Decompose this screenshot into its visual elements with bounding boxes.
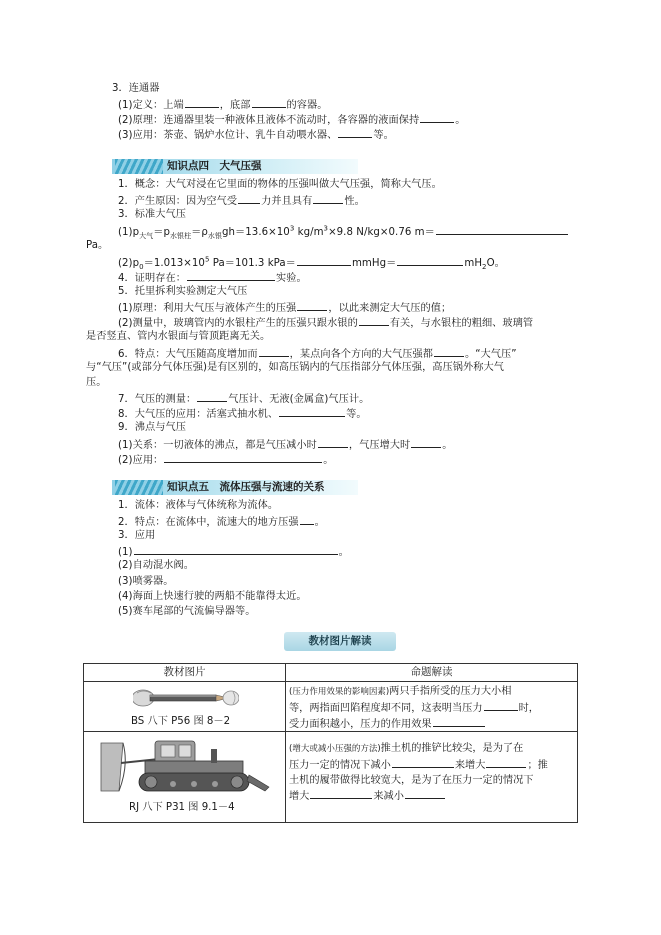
row1-interpretation: (压力作用效果的影响因素)两只手指所受的压力大小相 等，两指面凹陷程度却不同，这表明当压力 时， 受力面积越小，压力的作用效果	[289, 686, 539, 730]
kp5-line: (2)自动混水阀。	[118, 560, 195, 571]
answer-blank[interactable]	[420, 112, 454, 123]
answer-blank[interactable]	[134, 544, 338, 555]
kp5-banner	[112, 480, 358, 495]
answer-blank[interactable]	[197, 391, 227, 402]
kp4-line: 3．标准大气压	[118, 209, 186, 220]
kp4-line: (1)关系：一切液体的沸点，都是气压减小时 ，气压增大时 。	[118, 437, 453, 452]
row1-caption: BS 八下 P56 图 8－2	[131, 716, 231, 727]
table-header-figure: 教材图片	[83, 663, 286, 682]
section3-line2: (2)原理：连通器里装一种液体且液体不流动时，各容器的液面保持 。	[118, 112, 465, 127]
answer-blank[interactable]	[486, 757, 526, 768]
kp5-line: (4)海面上快速行驶的两船不能靠得太近。	[118, 591, 307, 602]
kp5-line: 2．特点：在流体中，流速大的地方压强 。	[118, 514, 325, 529]
answer-blank[interactable]	[433, 716, 485, 727]
kp4-line: Pa。	[86, 240, 109, 251]
kp4-line: 6．特点：大气压随高度增加而 ，某点向各个方向的大气压强都 。“大气压”	[118, 346, 517, 361]
kp5-line: (1) 。	[118, 544, 349, 559]
answer-blank[interactable]	[318, 437, 348, 448]
kp4-line: 7．气压的测量： 气压计、无液(金属盒)气压计。	[118, 391, 369, 406]
answer-blank[interactable]	[300, 514, 314, 525]
kp4-line-formula: $(2)p_0=1.013\times 10^5$ Pa＝101.3 kPa＝ mmHg＝ $mH_2O$。	[118, 255, 505, 272]
kp4-line: (2)测量中，玻璃管内的水银柱产生的压强只跟水银的 有关，与水银柱的粗细、玻璃管	[118, 315, 533, 330]
kp4-line: 8．大气压的应用：活塞式抽水机、 等。	[118, 406, 367, 421]
answer-blank[interactable]	[187, 270, 275, 281]
answer-blank[interactable]	[297, 300, 327, 311]
answer-blank[interactable]	[259, 346, 289, 357]
answer-blank[interactable]	[338, 127, 372, 138]
row2-interpretation: (增大或减小压强的方法)推土机的推铲比较尖，是为了在 压力一定的情况下减小 来增大 ；推 土机的履带做得比较宽大，是为了在压力一定的情况下 增大 来减小	[289, 743, 548, 802]
answer-blank[interactable]	[359, 315, 389, 326]
figure-table	[83, 663, 578, 823]
kp4-line-formula: $(1)p_{大气}=p_{水银柱}=\rho_{水银}gh=13.6\times 10^3$ $kg/m^3\times 9.8$ N/kg×0.76 m＝	[118, 224, 569, 239]
kp5-line: 3．应用	[118, 530, 156, 541]
kp4-line: 1．概念：大气对浸在它里面的物体的压强叫做大气压强，简称大气压。	[118, 179, 442, 190]
kp4-line: 是否竖直、管内水银面与管顶距离无关。	[86, 331, 271, 342]
answer-blank[interactable]	[238, 193, 260, 204]
kp5-line: (3)喷雾器。	[118, 576, 174, 587]
bulldozer-image	[99, 735, 271, 797]
kp5-title: 知识点五 流体压强与流速的关系	[167, 481, 325, 493]
kp5-line: 1．流体：液体与气体统称为流体。	[118, 500, 279, 511]
answer-blank[interactable]	[411, 437, 441, 448]
kp4-line: 5．托里拆利实验测定大气压	[118, 286, 248, 297]
answer-blank[interactable]	[297, 255, 351, 266]
answer-blank[interactable]	[434, 346, 464, 357]
kp4-line: 与“气压”(或部分气体压强)是有区别的，如高压锅内的气压指部分气体压强，高压锅外称大气	[86, 362, 504, 373]
answer-blank[interactable]	[164, 452, 322, 463]
kp4-line: 9．沸点与气压	[118, 422, 186, 433]
textbook-figure-tag: 教材图片解读	[284, 632, 396, 651]
kp4-line: (1)原理：利用大气压与液体产生的压强 ，以此来测定大气压的值；	[118, 300, 451, 315]
kp4-line: 压。	[86, 377, 107, 388]
pencil-fingers-image	[133, 685, 239, 711]
answer-blank[interactable]	[185, 97, 219, 108]
answer-blank[interactable]	[405, 788, 445, 799]
section3-line3: (3)应用：茶壶、锅炉水位计、乳牛自动喂水器、 等。	[118, 127, 394, 142]
answer-blank[interactable]	[313, 193, 343, 204]
answer-blank[interactable]	[310, 788, 372, 799]
answer-blank[interactable]	[279, 406, 345, 417]
row2-caption: RJ 八下 P31 图 9.1－4	[129, 802, 235, 813]
answer-blank[interactable]	[436, 224, 568, 235]
kp4-line: 2．产生原因：因为空气受 力并且具有 性。	[118, 193, 365, 208]
answer-blank[interactable]	[392, 757, 454, 768]
kp4-title: 知识点四 大气压强	[167, 160, 262, 172]
kp4-banner	[112, 159, 358, 174]
kp5-line: (5)赛车尾部的气流偏导器等。	[118, 606, 256, 617]
answer-blank[interactable]	[484, 700, 518, 711]
section3-title: 3．连通器	[112, 83, 160, 94]
kp4-line: 4．证明存在： 实验。	[118, 270, 307, 285]
answer-blank[interactable]	[397, 255, 463, 266]
table-header-interpretation: 命题解读	[285, 663, 578, 682]
kp4-line: (2)应用： 。	[118, 452, 334, 467]
section3-line1: (1)定义：上端 ，底部 的容器。	[118, 97, 327, 112]
answer-blank[interactable]	[252, 97, 286, 108]
